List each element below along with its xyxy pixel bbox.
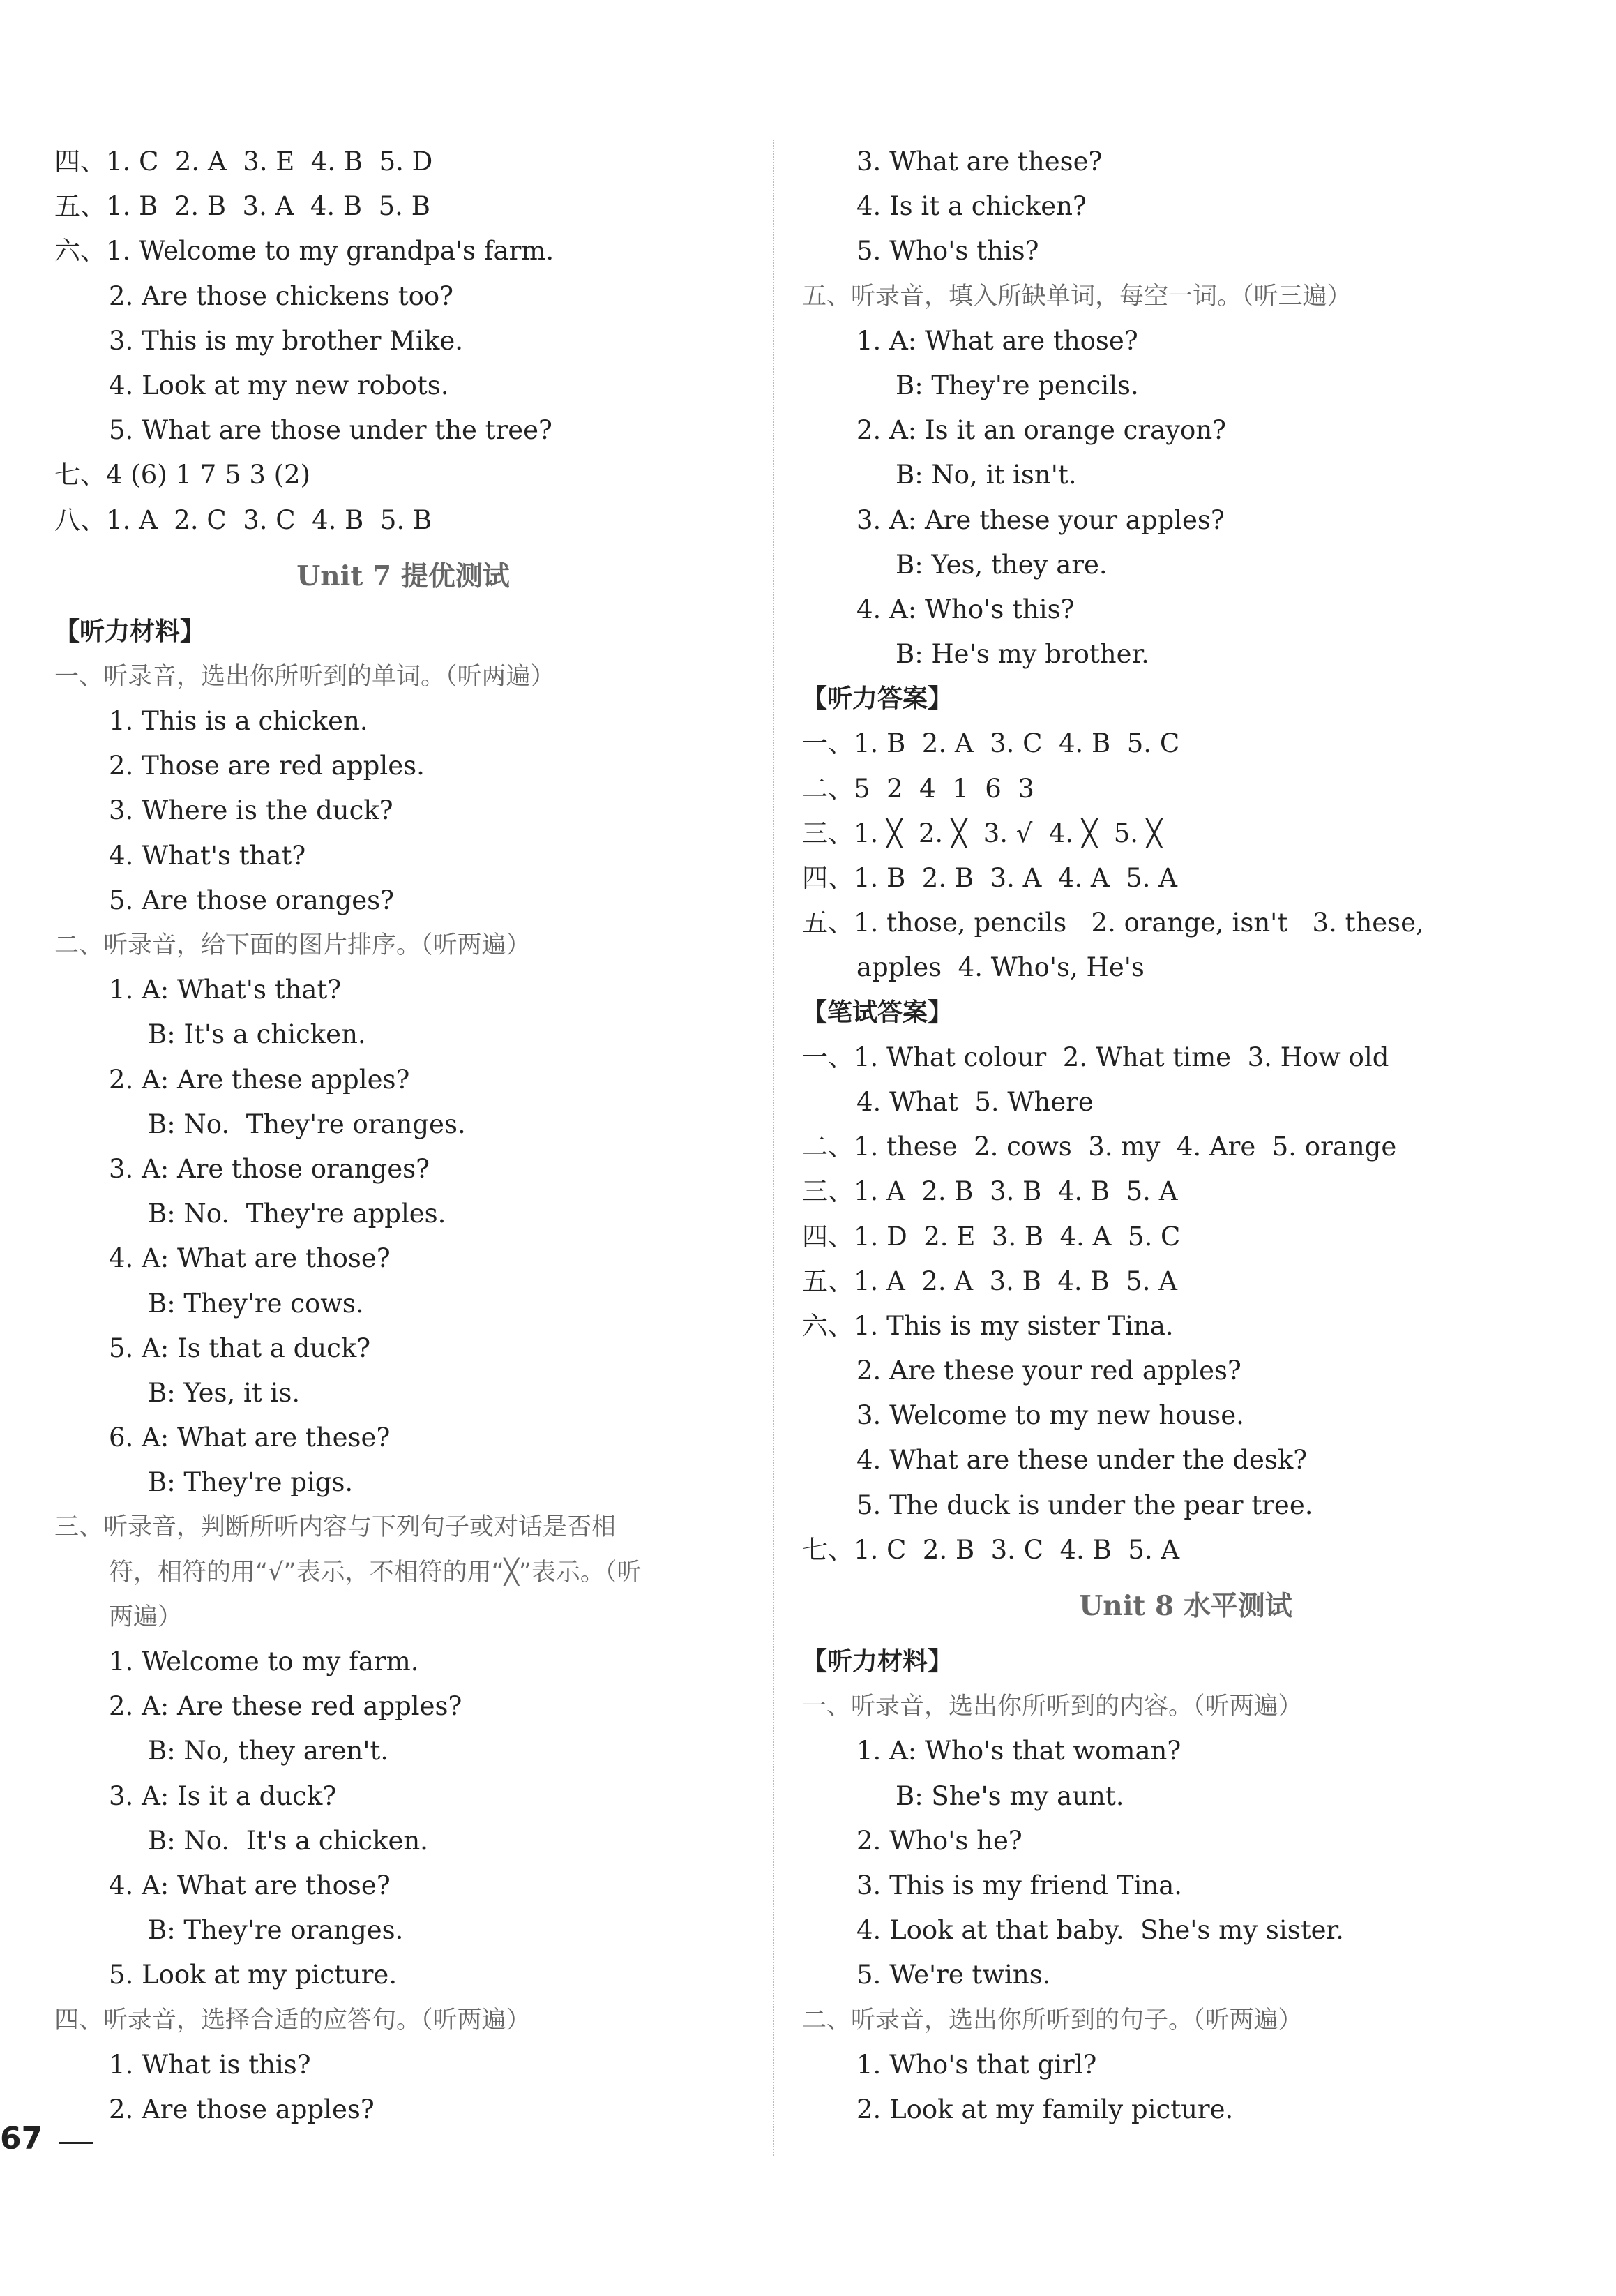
right-column-line: B: No, it isn't. [896, 460, 1077, 490]
right-column-line: 一、听录音，选出你所听到的内容。（听两遍） [802, 1693, 1303, 1721]
left-column-line: 5. A: Is that a duck? [109, 1333, 371, 1363]
right-column-line: 5. Who's this? [856, 236, 1039, 267]
right-column-line: 3. Welcome to my new house. [856, 1400, 1244, 1431]
left-column-line: B: No. They're apples. [148, 1199, 446, 1229]
left-column-line: 2. A: Are these apples? [109, 1064, 410, 1095]
left-column-line: 一、听录音，选出你所听到的单词。（听两遍） [54, 662, 555, 691]
right-column-line: 五、1. those, pencils 2. orange, isn't 3. these, [802, 908, 1424, 938]
left-column-line: 符，相符的用“√”表示，不相符的用“╳”表示。（听 [109, 1558, 642, 1586]
right-column-line: 一、1. What colour 2. What time 3. How old [802, 1042, 1389, 1072]
column-divider [773, 140, 774, 2156]
left-column-line: 2. A: Are these red apples? [109, 1691, 462, 1722]
right-column-line: 六、1. This is my sister Tina. [802, 1310, 1174, 1341]
left-column-line: B: It's a chicken. [148, 1019, 366, 1050]
left-column [54, 140, 752, 2132]
left-column-line: B: They're oranges. [148, 1915, 404, 1946]
left-column-line: B: They're pigs. [148, 1467, 354, 1498]
right-column-line: 5. The duck is under the pear tree. [856, 1490, 1313, 1520]
right-column-line: 2. Look at my family picture. [856, 2094, 1234, 2124]
right-column [802, 140, 1569, 2132]
left-column-line: 两遍） [109, 1603, 183, 1631]
right-column-line: 2. Are these your red apples? [856, 1356, 1241, 1386]
right-column-line: apples 4. Who's, He's [856, 952, 1145, 983]
left-column-line: Unit 7 提优测试 [296, 560, 510, 592]
left-column-line: 三、听录音，判断所听内容与下列句子或对话是否相 [54, 1513, 617, 1542]
right-column-line: 4. What 5. Where [856, 1086, 1094, 1117]
left-column-line: B: No. They're oranges. [148, 1109, 466, 1139]
right-column-line: 七、1. C 2. B 3. C 4. B 5. A [802, 1534, 1180, 1565]
left-column-line: 3. This is my brother Mike. [109, 325, 463, 356]
page-number-dash [59, 2142, 93, 2144]
left-column-line: 六、1. Welcome to my grandpa's farm. [54, 236, 554, 267]
left-column-line: 3. Where is the duck? [109, 795, 393, 826]
left-column-line: 3. A: Is it a duck? [109, 1780, 337, 1811]
right-column-line: 2. Who's he? [856, 1825, 1022, 1856]
right-column-line: 1. A: What are those? [856, 325, 1138, 356]
right-column-line: 2. A: Is it an orange crayon? [856, 415, 1226, 446]
right-column-line: B: They're pencils. [896, 370, 1139, 400]
left-column-line: 1. This is a chicken. [109, 706, 368, 737]
left-column-line: 2. Those are red apples. [109, 751, 425, 781]
left-column-line: 四、听录音，选择合适的应答句。（听两遍） [54, 2006, 531, 2034]
left-column-line: B: No. It's a chicken. [148, 1825, 428, 1856]
left-column-line: 4. Look at my new robots. [109, 370, 449, 400]
right-column-line: 四、1. D 2. E 3. B 4. A 5. C [802, 1221, 1181, 1252]
right-column-line: B: He's my brother. [896, 639, 1149, 670]
left-column-line: 四、1. C 2. A 3. E 4. B 5. D [54, 147, 433, 177]
right-column-line: 1. Who's that girl? [856, 2049, 1097, 2080]
right-column-line: 3. A: Are these your apples? [856, 504, 1225, 535]
right-column-line: 四、1. B 2. B 3. A 4. A 5. A [802, 863, 1177, 893]
right-column-line: 二、听录音，选出你所听到的句子。（听两遍） [802, 2006, 1303, 2034]
left-column-line: B: They're cows. [148, 1288, 364, 1319]
left-column-line: 七、4 (6) 1 7 5 3 (2) [54, 460, 311, 490]
right-column-line: 【听力材料】 [802, 1647, 953, 1676]
right-column-line: 【听力答案】 [802, 684, 953, 714]
left-column-line: 五、1. B 2. B 3. A 4. B 5. B [54, 191, 430, 222]
right-column-line: B: She's my aunt. [896, 1780, 1124, 1811]
left-column-line: B: No, they aren't. [148, 1736, 389, 1766]
left-column-line: 5. Look at my picture. [109, 1960, 398, 1990]
left-column-line: 八、1. A 2. C 3. C 4. B 5. B [54, 504, 432, 535]
right-column-line: 三、1. ╳ 2. ╳ 3. √ 4. ╳ 5. ╳ [802, 818, 1163, 848]
right-column-line: 4. Look at that baby. She's my sister. [856, 1915, 1344, 1946]
left-column-line: 1. What is this? [109, 2049, 311, 2080]
right-column-line: 二、1. these 2. cows 3. my 4. Are 5. orange [802, 1132, 1397, 1162]
right-column-line: 【笔试答案】 [802, 998, 953, 1027]
left-column-line: 5. Are those oranges? [109, 885, 395, 915]
right-column-line: 1. A: Who's that woman? [856, 1736, 1181, 1766]
left-column-line: 2. Are those chickens too? [109, 280, 454, 311]
left-column-line: 6. A: What are these? [109, 1423, 391, 1453]
left-column-line: 1. Welcome to my farm. [109, 1646, 419, 1676]
left-column-line: 4. A: What are those? [109, 1243, 391, 1274]
right-column-line: 三、1. A 2. B 3. B 4. B 5. A [802, 1176, 1178, 1207]
right-column-line: 4. Is it a chicken? [856, 191, 1087, 222]
right-column-line: 4. What are these under the desk? [856, 1445, 1308, 1476]
right-column-line: 五、1. A 2. A 3. B 4. B 5. A [802, 1266, 1177, 1296]
right-column-line: B: Yes, they are. [896, 549, 1108, 580]
right-column-line: 5. We're twins. [856, 1960, 1051, 1990]
right-column-line: 3. What are these? [856, 147, 1103, 177]
right-column-line: 五、听录音，填入所缺单词，每空一词。（听三遍） [802, 282, 1352, 310]
left-column-line: 1. A: What's that? [109, 975, 342, 1005]
left-column-line: 4. What's that? [109, 840, 306, 871]
right-column-line: 二、5 2 4 1 6 3 [802, 773, 1034, 804]
page-number: 67 [0, 2121, 43, 2156]
left-column-line: 2. Are those apples? [109, 2094, 375, 2124]
left-column-line: 4. A: What are those? [109, 1870, 391, 1900]
left-column-line: B: Yes, it is. [148, 1377, 301, 1408]
left-column-line: 二、听录音，给下面的图片排序。（听两遍） [54, 931, 531, 959]
right-column-line: 4. A: Who's this? [856, 594, 1075, 624]
right-column-line: Unit 8 水平测试 [1079, 1590, 1292, 1622]
left-column-line: 【听力材料】 [54, 617, 206, 646]
right-column-line: 3. This is my friend Tina. [856, 1870, 1183, 1900]
left-column-line: 3. A: Are those oranges? [109, 1153, 430, 1184]
right-column-line: 一、1. B 2. A 3. C 4. B 5. C [802, 728, 1180, 759]
left-column-line: 5. What are those under the tree? [109, 415, 552, 446]
